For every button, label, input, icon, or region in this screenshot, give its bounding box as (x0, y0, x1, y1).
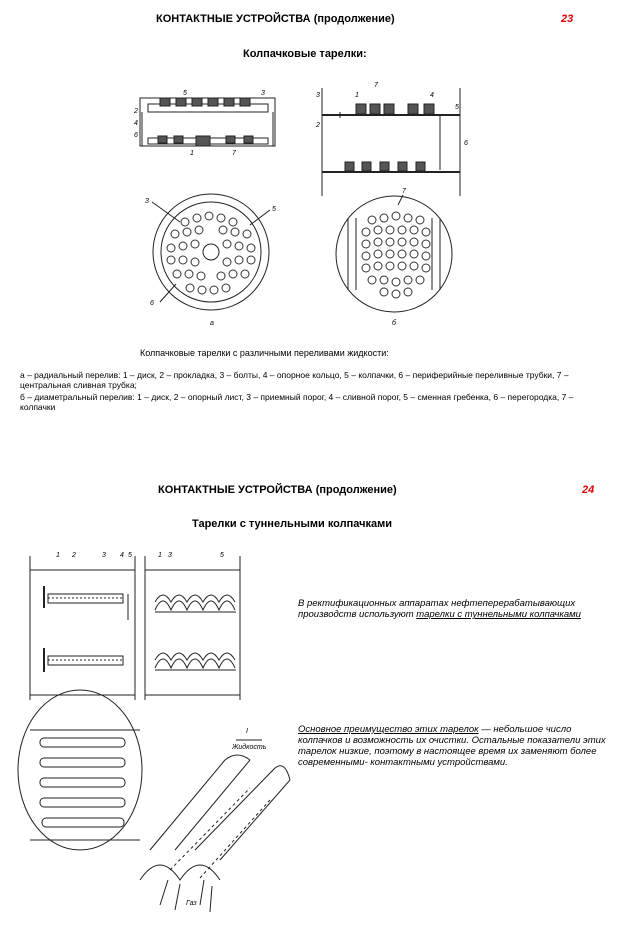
slide1-header: КОНТАКТНЫЕ УСТРОЙСТВА (продолжение) (156, 13, 395, 25)
slide2-subtitle: Тарелки с туннельными колпачками (192, 518, 393, 530)
tunnel-cap-detail (140, 865, 220, 880)
tunnel-intro-text: В ректификационных аппаратах нефтеперерабатывающих производств используют тарелки с туннельными колпачками (298, 598, 581, 620)
slide1-subtitle: Колпачковые тарелки: (243, 48, 367, 60)
slide2-page-number: 24 (582, 484, 595, 496)
tunnel-tray-plan (18, 690, 142, 850)
slide1-page-number: 23 (561, 13, 574, 25)
slide1-legend-b: б – диаметральный перелив: 1 – диск, 2 – опорный лист, 3 – приемный порог, 4 – сливной порог, 5 – сменная гребенка, 6 – перегородка, 7 – колпачки (20, 392, 574, 412)
slide1-caption: Колпачковые тарелки с различными переливами жидкости: (140, 348, 389, 358)
tunnel-caps-upper (155, 601, 235, 610)
slide2-header: КОНТАКТНЫЕ УСТРОЙСТВА (продолжение) (158, 484, 397, 496)
tunnel-advantage-text: Основное преимущество этих тарелок — небольшое число колпачков и возможность их очистки. Остальные показатели этих тарелок низкие, поэтому в настоящее время их заменяют более современными- контактными устройствами. (298, 724, 606, 768)
tunnel-caps-lower (155, 659, 235, 668)
slide1-legend-a: а – радиальный перелив: 1 – диск, 2 – прокладка, 3 – болты, 4 – опорное кольцо, 5 – колпачки, 6 – периферийные переливные трубки, 7 – центральная сливная трубка; (20, 370, 569, 390)
